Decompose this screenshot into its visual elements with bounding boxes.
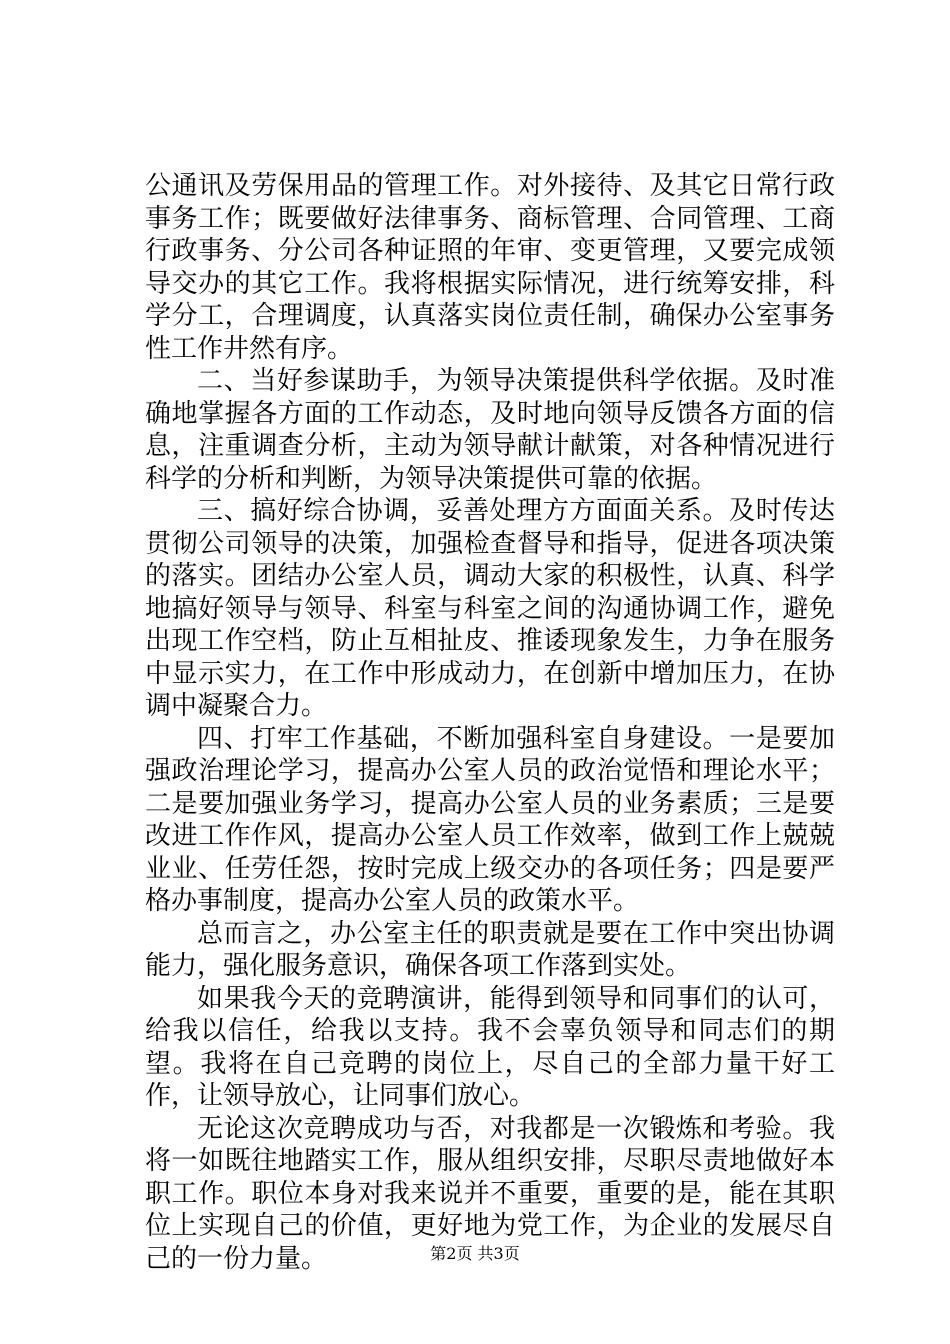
page-number-footer: 第2页 共3页	[430, 1244, 520, 1263]
paragraph-closing: 无论这次竞聘成功与否，对我都是一次锻炼和考验。我将一如既往地踏实工作，服从组织安排，尽职尽责地做好本职工作。职位本身对我来说并不重要，重要的是，能在其职位上实现自己的价值，更好地为党工作，为企业的发展尽自己的一份力量。	[145, 1113, 835, 1274]
paragraph-continuation: 公通讯及劳保用品的管理工作。对外接待、及其它日常行政事务工作；既要做好法律事务、商标管理、合同管理、工商行政事务、分公司各种证照的年审、变更管理，又要完成领导交办的其它工作。我将根据实际情况，进行统筹安排，科学分工，合理调度，认真落实岗位责任制，确保办公室事务性工作井然有序。	[145, 171, 835, 364]
paragraph-summary: 总而言之，办公室主任的职责就是要在工作中突出协调能力，强化服务意识，确保各项工作落到实处。	[145, 918, 835, 981]
paragraph-coordination: 三、搞好综合协调，妥善处理方方面面关系。及时传达贯彻公司领导的决策，加强检查督导和指导，促进各项决策的落实。团结办公室人员，调动大家的积极性，认真、科学地搞好领导与领导、科室与科室之间的沟通协调工作，避免出现工作空档，防止互相扯皮、推诿现象发生，力争在服务中显示实力，在工作中形成动力，在创新中增加压力，在协调中凝聚合力。	[145, 496, 835, 721]
document-body	[145, 170, 835, 1275]
paragraph-commitment: 如果我今天的竞聘演讲，能得到领导和同事们的认可，给我以信任，给我以支持。我不会辜负领导和同志们的期望。我将在自己竞聘的岗位上，尽自己的全部力量干好工作，让领导放心，让同事们放心。	[145, 983, 835, 1111]
paragraph-foundation: 四、打牢工作基础，不断加强科室自身建设。一是要加强政治理论学习，提高办公室人员的政治觉悟和理论水平；二是要加强业务学习，提高办公室人员的业务素质；三是要改进工作作风，提高办公室人员工作效率，做到工作上兢兢业业、任劳任怨，按时完成上级交办的各项任务；四是要严格办事制度，提高办公室人员的政策水平。	[145, 723, 835, 916]
paragraph-advisor: 二、当好参谋助手，为领导决策提供科学依据。及时准确地掌握各方面的工作动态，及时地向领导反馈各方面的信息，注重调查分析，主动为领导献计献策，对各种情况进行科学的分析和判断，为领导决策提供可靠的依据。	[145, 366, 835, 494]
